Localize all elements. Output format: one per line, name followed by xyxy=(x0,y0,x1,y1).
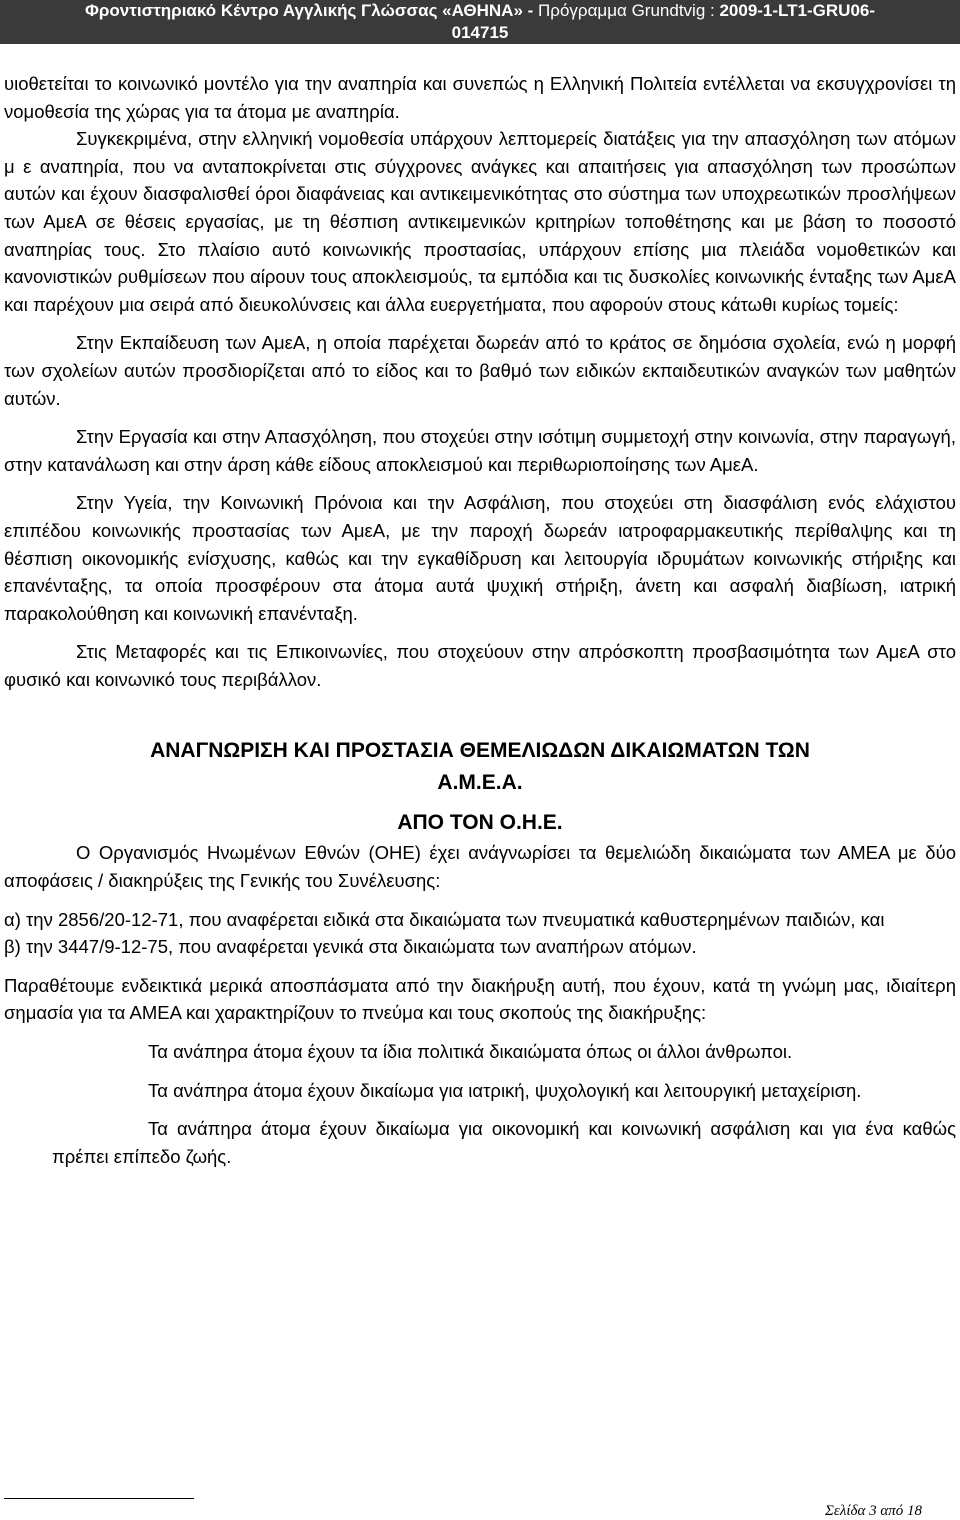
header-program: Πρόγραμμα Grundtvig : xyxy=(538,1,720,20)
quote-3: Τα ανάπηρα άτομα έχουν δικαίωμα για οικονομική και κοινωνική ασφάλιση και για ένα καθώς πρέπει επίπεδο ζωής. xyxy=(52,1118,956,1167)
header-code-part2: 014715 xyxy=(451,23,509,42)
paragraph-education: Στην Εκπαίδευση των ΑμεΑ, η οποία παρέχεται δωρεάν από το κράτος σε δημόσια σχολεία, ενώ η μορφή των σχολείων αυτών προσδιορίζεται από το είδος και το βαθμό των ειδικών εκπαιδευτικών αναγκών των μαθητών αυτών. xyxy=(4,332,956,409)
header-code-part1: 2009-1-LT1-GRU06- xyxy=(719,1,876,20)
quote-1: Τα ανάπηρα άτομα έχουν τα ίδια πολιτικά δικαιώματα όπως οι άλλοι άνθρωποι. xyxy=(148,1041,793,1063)
header-line-1 xyxy=(0,0,960,22)
document-header xyxy=(0,0,960,44)
quote-2: Τα ανάπηρα άτομα έχουν δικαίωμα για ιατρική, ψυχολογική και λειτουργική μεταχείριση. xyxy=(148,1079,862,1101)
paragraph-2: Συγκεκριμένα, στην ελληνική νομοθεσία υπάρχουν λεπτομερείς διατάξεις για την απασχόληση των ατόμων μ ε αναπηρία, που να ανταποκρίνεται στις σύγχρονες ανάγκες και απαιτήσεις για απασχόληση των προσώπων αυτών και έχουν διασφαλισθεί όροι διαφάνειας και αντικειμενικότητας στο σύστημα των υποχρεωτικών προσλήψεων των ΑμεΑ σε θέσεις εργασίας, με τη θέσπιση αντικειμενικών κριτηρίων τοποθέτησης και με βάση το ποσοστό αναπηρίας τους. Στο πλαίσιο αυτό κοινωνικής προστασίας, υπάρχουν επίσης μια πλειάδα νομοθετικών και κανονιστικών ρυθμίσεων που αίρουν τους αποκλεισμούς, τα εμπόδια και τις δυσκολίες κοινωνικής ένταξης των ΑμεΑ και παρέχουν μια σειρά από διευκολύνσεις και άλλα ευεργετήματα, που αφορούν στους κάτωθι κυρίως τομείς: xyxy=(4,128,956,315)
page-number: Σελίδα 3 από 18 xyxy=(825,1503,922,1519)
paragraph-transport: Στις Μεταφορές και τις Επικοινωνίες, που στοχεύουν στην απρόσκοπτη προσβασιμότητα των ΑμεΑ στο φυσικό και κοινωνικό τους περιβάλλον. xyxy=(4,641,956,690)
section-heading-line-3: ΑΠΟ ΤΟΝ Ο.Η.Ε. xyxy=(397,811,563,835)
paragraph-employment: Στην Εργασία και στην Απασχόληση, που στοχεύει στην ισότιμη συμμετοχή στην κοινωνία, στην παραγωγή, στην κατανάλωση και στην άρση κάθε είδους αποκλεισμού και περιθωριοποίησης των ΑμεΑ. xyxy=(4,426,956,475)
section-heading-line-2: Α.Μ.Ε.Α. xyxy=(437,771,523,795)
excerpt-intro: Παραθέτουμε ενδεικτικά μερικά αποσπάσματα από την διακήρυξη αυτή, που έχουν, κατά τη γνώμη μας, ιδιαίτερη σημασία για τα ΑΜΕΑ και χαρακτηρίζουν το πνεύμα και τους σκοπούς της διακήρυξης: xyxy=(4,974,956,1024)
resolution-b: β) την 3447/9-12-75, που αναφέρεται γενικά στα δικαιώματα των αναπήρων ατόμων. xyxy=(4,936,697,958)
paragraph-1: υιοθετείται το κοινωνικό μοντέλο για την αναπηρία και συνεπώς η Ελληνική Πολιτεία εντέλλεται να εκσυγχρονίσει τη νομοθεσία της χώρας για τα άτομα με αναπηρία. xyxy=(4,73,956,122)
document-body xyxy=(4,70,956,1170)
un-intro: Ο Οργανισμός Ηνωμένων Εθνών (ΟΗΕ) έχει ανάγνωρίσει τα θεμελιώδη δικαιώματα των ΑΜΕΑ με δύο αποφάσεις / διακηρύξεις της Γενικής του Συνέλευσης: xyxy=(4,842,956,892)
paragraph-health: Στην Υγεία, την Κοινωνική Πρόνοια και την Ασφάλιση, που στοχεύει στη διασφάλιση ενός ελάχιστου επιπέδου κοινωνικής προστασίας των ΑμεΑ, με την παροχή δωρεάν ιατροφαρμακευτικής περίθαλψης και τη θέσπιση οικονομικής ενίσχυσης, καθώς και την εγκαθίδρυση και λειτουργία ιδρυμάτων κοινωνικής στήριξης και επανένταξης, τα οποία προσφέρουν στα άτομα αυτά ψυχική στήριξη, άνετη και ασφαλή διαβίωση, ιατρική παρακολούθηση και κοινωνική επανένταξη. xyxy=(4,492,956,624)
section-heading-line-1: ΑΝΑΓΝΩΡΙΣΗ ΚΑΙ ΠΡΟΣΤΑΣΙΑ ΘΕΜΕΛΙΩΔΩΝ ΔΙΚΑΙΩΜΑΤΩΝ ΤΩΝ xyxy=(150,739,810,763)
resolution-a: α) την 2856/20-12-71, που αναφέρεται ειδικά στα δικαιώματα των πνευματικά καθυστερημένων παιδιών, και xyxy=(4,908,885,930)
footer-divider xyxy=(4,1498,194,1499)
header-org-name: Φροντιστηριακό Κέντρο Αγγλικής Γλώσσας «ΑΘΗΝΑ» - xyxy=(84,1,539,20)
